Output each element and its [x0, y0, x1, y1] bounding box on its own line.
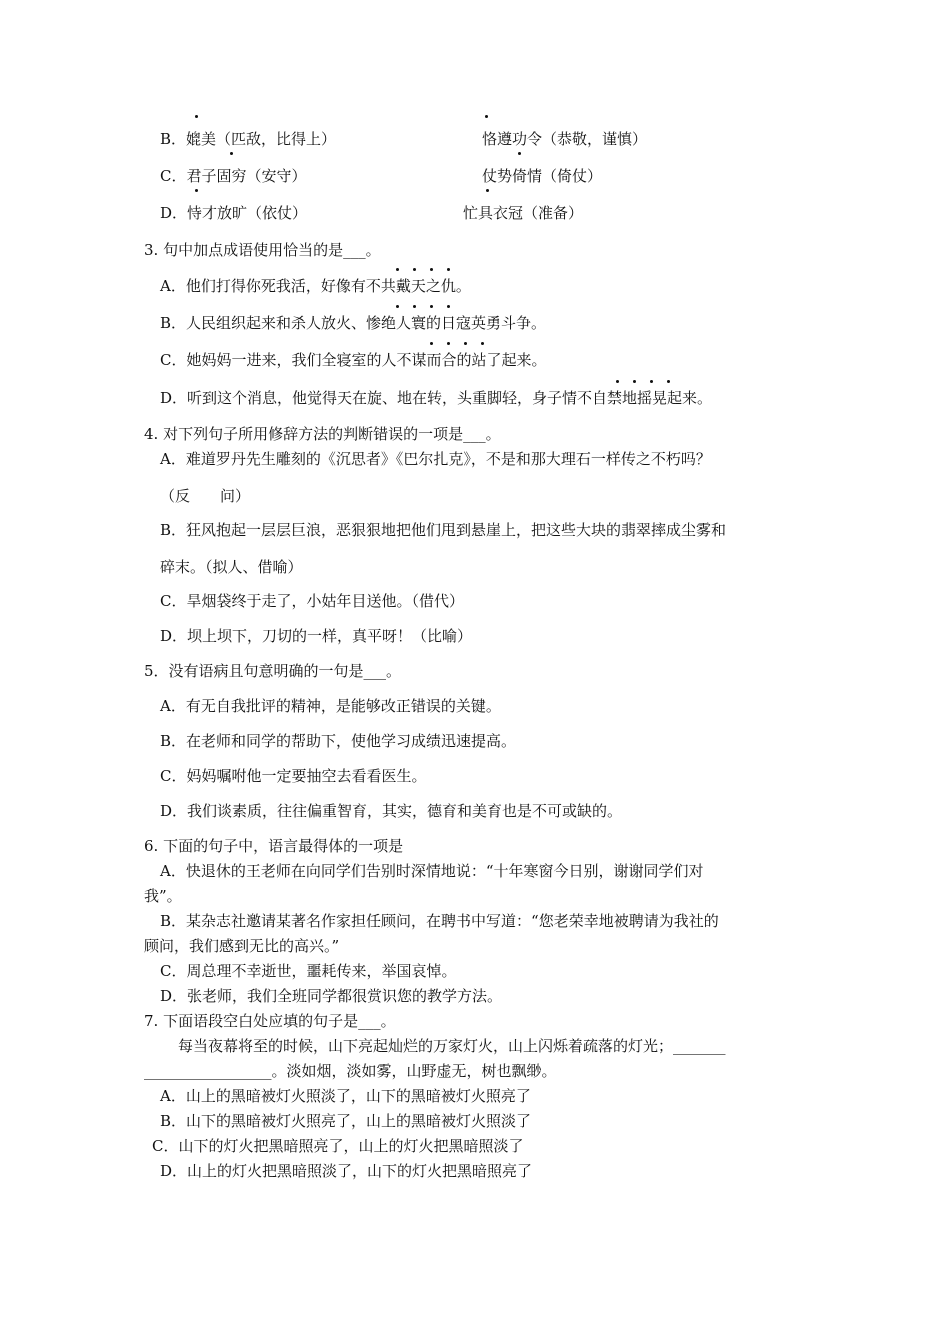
q6-stem: 6. 下面的句子中，语言最得体的一项是: [144, 837, 404, 855]
q7-option-b: B．山下的黑暗被灯火照亮了，山上的黑暗被灯火照淡了: [160, 1112, 532, 1130]
emphasis-dot: [447, 305, 450, 308]
emphasis-dot: [616, 380, 619, 383]
emphasis-dot: [396, 305, 399, 308]
emphasis-dot: [447, 268, 450, 271]
q3-stem: 3. 句中加点成语使用恰当的是___。: [144, 241, 381, 259]
q3-option-d: D．听到这个消息，他觉得天在旋、地在转，头重脚轻，身子情不自禁地摇晃起来。: [160, 389, 713, 407]
emphasis-dot: [485, 115, 488, 118]
q5-option-c: C．妈妈嘱咐他一定要抽空去看看医生。: [160, 767, 427, 785]
emphasis-dot: [650, 380, 653, 383]
q5-option-a: A．有无自我批评的精神，是能够改正错误的关键。: [160, 697, 501, 715]
q7-option-d: D．山上的灯火把黑暗照淡了，山下的灯火把黑暗照亮了: [160, 1162, 533, 1180]
q6-option-a-cont: 我”。: [144, 887, 182, 905]
q2-option-c-right: 仗势倚情（倚仗）: [482, 167, 603, 185]
emphasis-dot: [430, 268, 433, 271]
q4-option-a: A．难道罗丹先生雕刻的《沉思者》《巴尔扎克》，不是和那大理石一样传之不朽吗？: [160, 450, 711, 468]
q4-option-d: D．坝上坝下，刀切的一样，真平呀！（比喻）: [160, 627, 473, 645]
emphasis-dot: [481, 342, 484, 345]
emphasis-dot: [633, 380, 636, 383]
q3-option-b: B．人民组织起来和杀人放火、惨绝人寰的日寇英勇斗争。: [160, 314, 547, 332]
q2-option-c-left: C．君子固穷（安守）: [160, 167, 307, 185]
q7-option-c: C．山下的灯火把黑暗照亮了，山上的灯火把黑暗照淡了: [152, 1137, 524, 1155]
q7-passage-line-2: _________________。淡如烟，淡如雾，山野虚无，树也飘缈。: [144, 1062, 557, 1080]
q4-option-b-cont: 碎末。（拟人、借喻）: [160, 558, 303, 576]
q6-option-c: C．周总理不幸逝世，噩耗传来，举国哀悼。: [160, 962, 457, 980]
q3-option-c: C．她妈妈一进来，我们全寝室的人不谋而合的站了起来。: [160, 351, 547, 369]
q6-option-b: B．某杂志社邀请某著名作家担任顾问，在聘书中写道：“您老荣幸地被聘请为我社的: [160, 912, 719, 930]
emphasis-dot: [230, 152, 233, 155]
q6-option-d: D．张老师，我们全班同学都很赏识您的教学方法。: [160, 987, 503, 1005]
q2-option-d-right: 忙具衣冠（准备）: [463, 204, 584, 222]
q4-option-b: B．狂风抱起一层层巨浪，恶狠狠地把他们甩到悬崖上，把这些大块的翡翠摔成尘雾和: [160, 521, 727, 539]
emphasis-dot: [464, 342, 467, 345]
emphasis-dot: [667, 380, 670, 383]
q5-option-d: D．我们谈素质，往往偏重智育，其实，德育和美育也是不可或缺的。: [160, 802, 623, 820]
emphasis-dot: [447, 342, 450, 345]
emphasis-dot: [195, 189, 198, 192]
q7-passage-line-1: 每当夜幕将至的时候，山下亮起灿烂的万家灯火，山上闪烁着疏落的灯光；_______: [178, 1037, 726, 1055]
q4-option-a-note: （反 问）: [160, 487, 251, 505]
q4-option-c: C．旱烟袋终于走了，小姑年目送他。（借代）: [160, 592, 464, 610]
q7-stem: 7. 下面语段空白处应填的句子是___。: [144, 1012, 396, 1030]
q5-stem: 5．没有语病且句意明确的一句是___。: [144, 662, 402, 680]
emphasis-dot: [486, 189, 489, 192]
q6-option-b-cont: 顾问，我们感到无比的高兴。”: [144, 937, 340, 955]
emphasis-dot: [430, 305, 433, 308]
q7-option-a: A．山上的黑暗被灯火照淡了，山下的黑暗被灯火照亮了: [160, 1087, 531, 1105]
emphasis-dot: [413, 268, 416, 271]
q6-option-a: A．快退休的王老师在向同学们告别时深情地说：“十年寒窗今日别，谢谢同学们对: [160, 862, 704, 880]
emphasis-dot: [195, 115, 198, 118]
q3-option-a: A．他们打得你死我活，好像有不共戴天之仇。: [160, 277, 471, 295]
q5-option-b: B．在老师和同学的帮助下，使他学习成绩迅速提高。: [160, 732, 517, 750]
emphasis-dot: [413, 305, 416, 308]
emphasis-dot: [430, 342, 433, 345]
q2-option-b-right: 恪遵功令（恭敬，谨慎）: [482, 130, 648, 148]
emphasis-dot: [518, 152, 521, 155]
q2-option-b-left: B．媲美（匹敌，比得上）: [160, 130, 337, 148]
emphasis-dot: [396, 268, 399, 271]
q2-option-d-left: D．恃才放旷（依仗）: [160, 204, 308, 222]
q4-stem: 4. 对下列句子所用修辞方法的判断错误的一项是___。: [144, 425, 501, 443]
